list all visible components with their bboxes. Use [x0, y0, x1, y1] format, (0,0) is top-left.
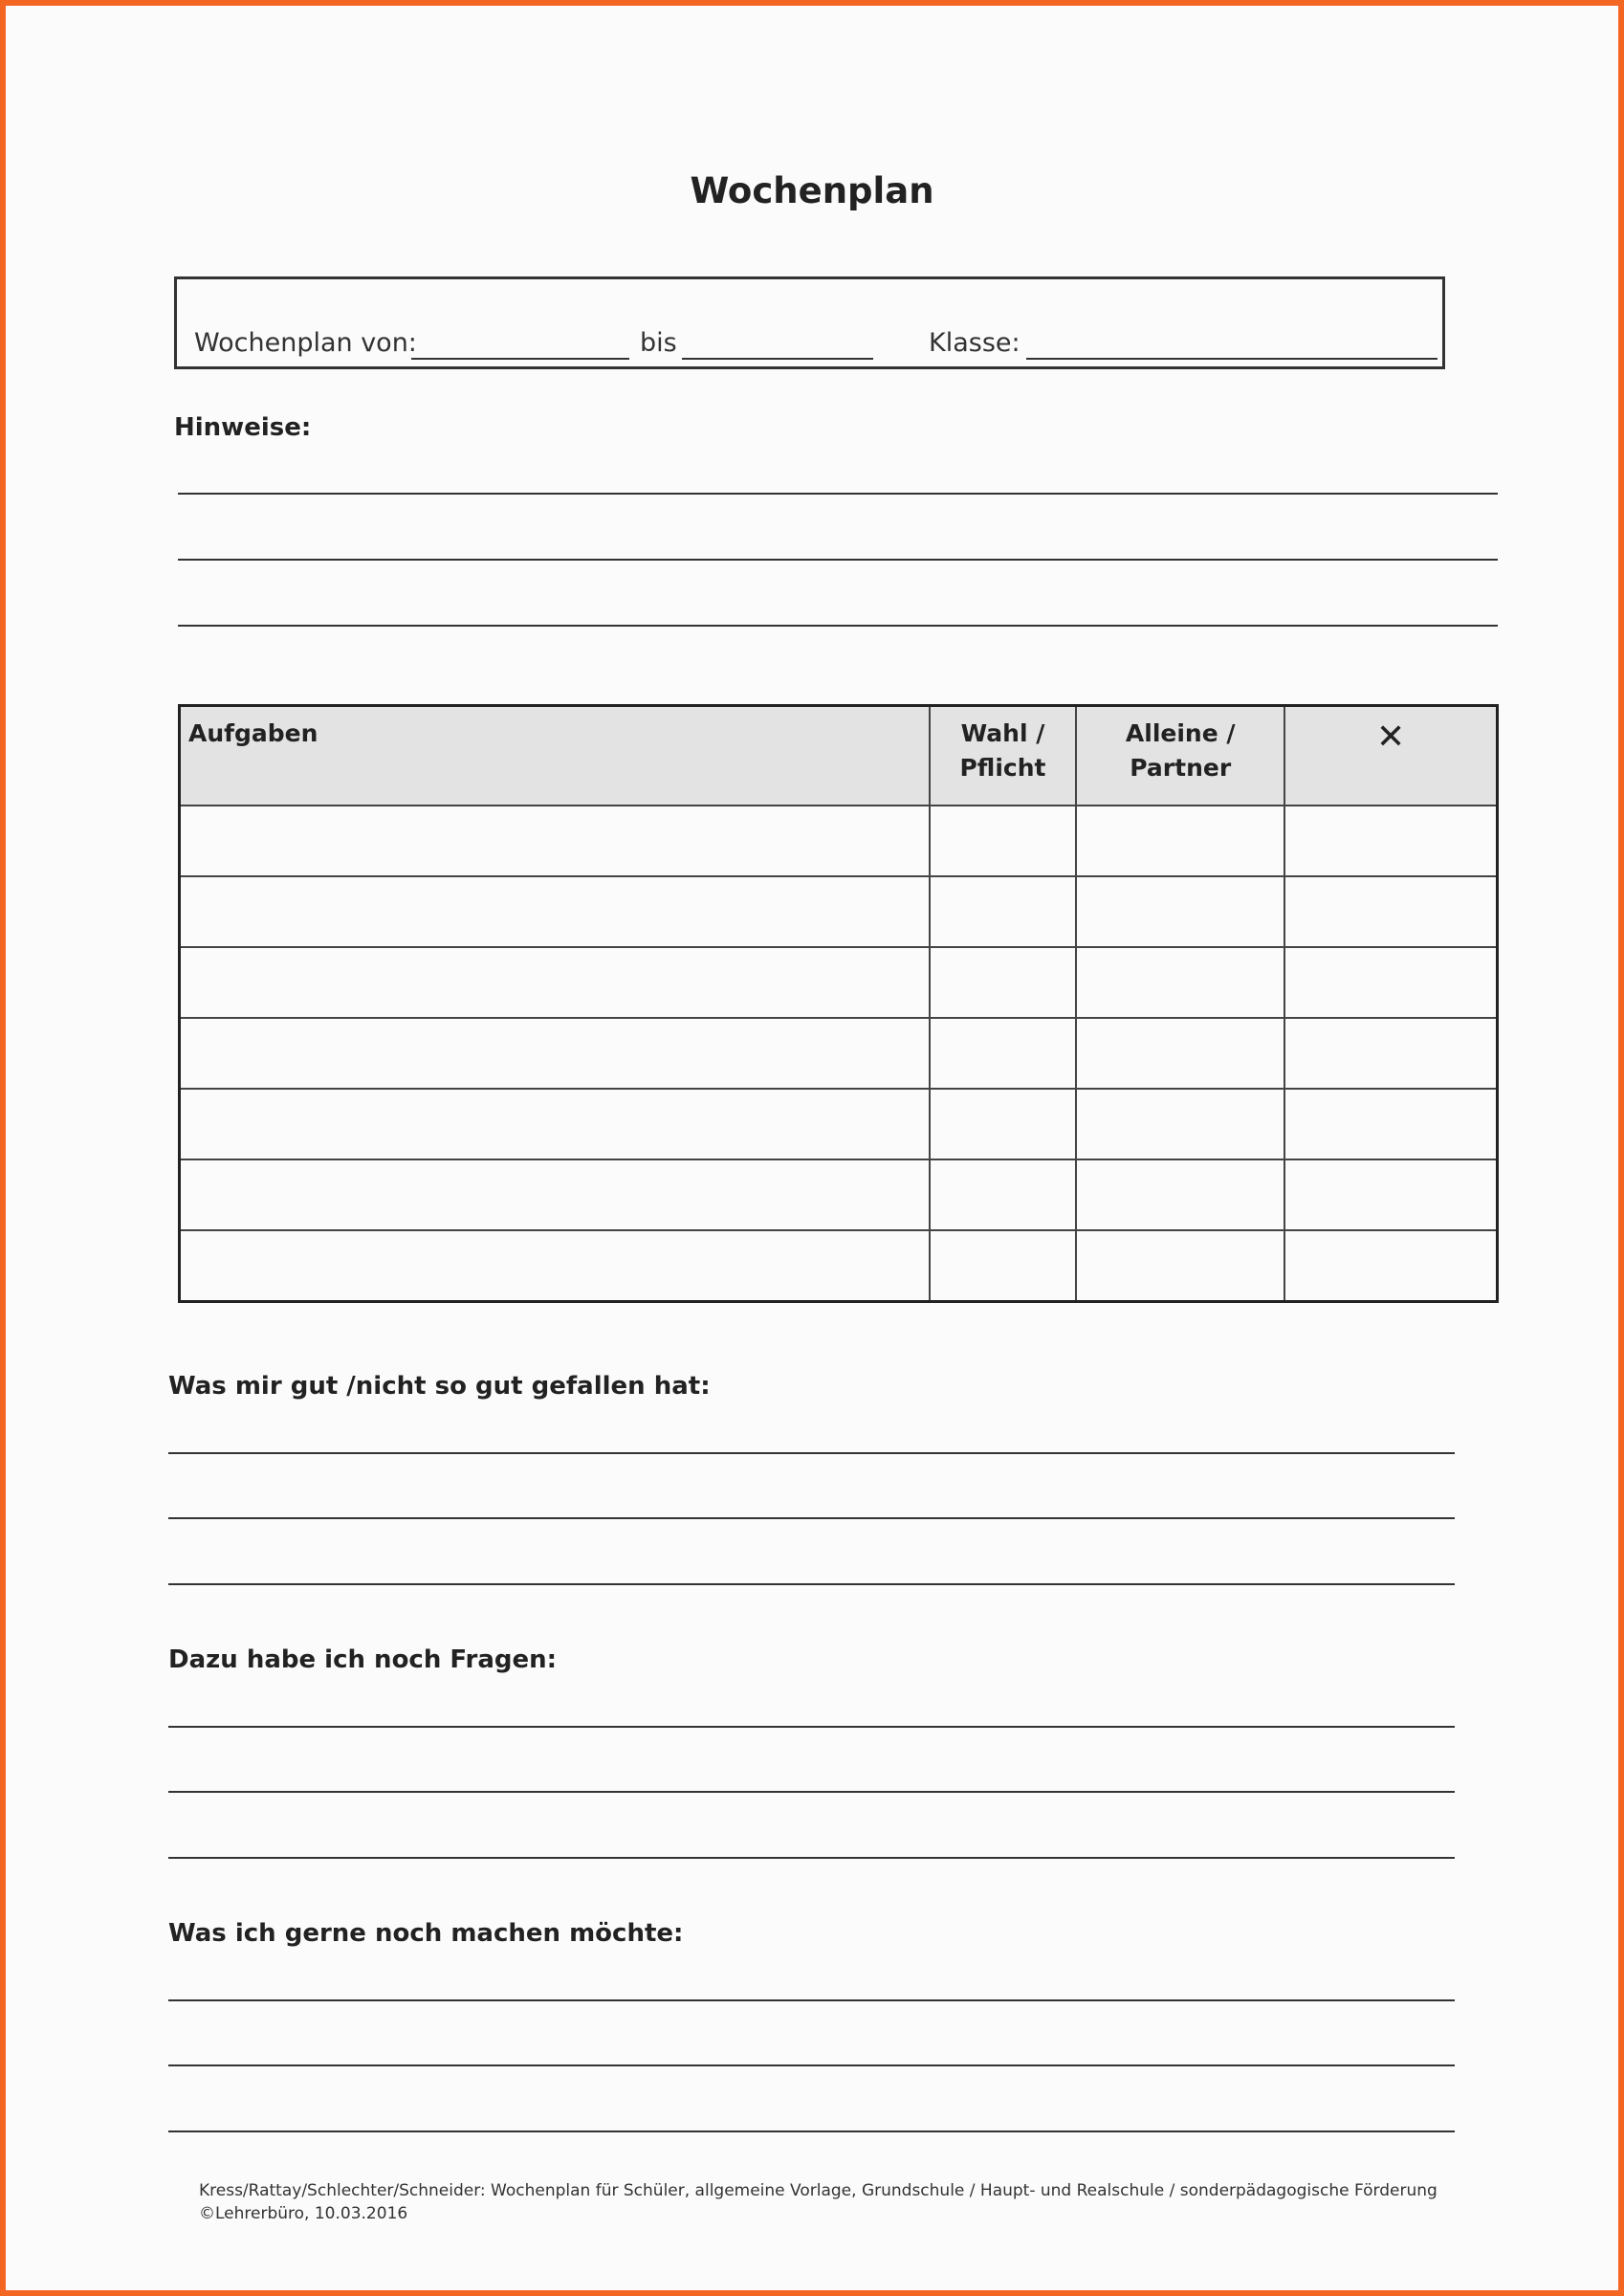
header-done-mark-icon: ✕ [1284, 706, 1497, 806]
fragen-line[interactable] [168, 1857, 1455, 1859]
wahl-cell[interactable] [930, 876, 1077, 947]
machen-heading: Was ich gerne noch machen möchte: [168, 1919, 684, 1948]
klasse-blank[interactable] [1026, 358, 1437, 360]
tasks-table [178, 704, 1499, 1303]
table-row [180, 876, 1498, 947]
bis-blank[interactable] [682, 358, 873, 360]
table-row [180, 1159, 1498, 1230]
gefallen-line[interactable] [168, 1452, 1455, 1454]
partner-cell[interactable] [1076, 876, 1284, 947]
table-header-row [180, 706, 1498, 806]
machen-line[interactable] [168, 2130, 1455, 2132]
von-blank[interactable] [411, 358, 629, 360]
wahl-cell[interactable] [930, 1230, 1077, 1302]
task-cell[interactable] [180, 1159, 930, 1230]
gefallen-heading: Was mir gut /nicht so gut gefallen hat: [168, 1372, 711, 1401]
task-cell[interactable] [180, 1089, 930, 1159]
gefallen-line[interactable] [168, 1583, 1455, 1585]
table-row [180, 1089, 1498, 1159]
hinweise-line[interactable] [178, 625, 1498, 627]
done-cell[interactable] [1284, 806, 1497, 876]
partner-cell[interactable] [1076, 1089, 1284, 1159]
done-cell[interactable] [1284, 1018, 1497, 1089]
wahl-cell[interactable] [930, 1159, 1077, 1230]
task-cell[interactable] [180, 947, 930, 1018]
partner-cell[interactable] [1076, 1018, 1284, 1089]
wahl-cell[interactable] [930, 947, 1077, 1018]
table-row [180, 806, 1498, 876]
task-cell[interactable] [180, 876, 930, 947]
hinweise-heading: Hinweise: [174, 413, 312, 442]
header-alleine-partner [1076, 706, 1284, 806]
von-label: Wochenplan von: [194, 328, 417, 358]
page-title: Wochenplan [690, 170, 934, 211]
done-cell[interactable] [1284, 1159, 1497, 1230]
hinweise-line[interactable] [178, 559, 1498, 561]
fragen-line[interactable] [168, 1726, 1455, 1728]
hinweise-line[interactable] [178, 493, 1498, 495]
header-wahl-line2: Pflicht [959, 754, 1046, 782]
task-cell[interactable] [180, 1230, 930, 1302]
done-cell[interactable] [1284, 947, 1497, 1018]
header-alleine-line2: Partner [1130, 754, 1232, 782]
footer-line2: ©Lehrerbüro, 10.03.2016 [199, 2204, 408, 2223]
header-alleine-line1: Alleine / [1125, 719, 1236, 747]
header-wahl-pflicht [930, 706, 1077, 806]
table-row [180, 1018, 1498, 1089]
info-box [174, 276, 1445, 369]
footer-credits [199, 2179, 1437, 2225]
partner-cell[interactable] [1076, 806, 1284, 876]
done-cell[interactable] [1284, 876, 1497, 947]
wahl-cell[interactable] [930, 1018, 1077, 1089]
done-cell[interactable] [1284, 1089, 1497, 1159]
header-wahl-line1: Wahl / [960, 719, 1045, 747]
partner-cell[interactable] [1076, 1159, 1284, 1230]
header-aufgaben: Aufgaben [180, 706, 930, 806]
fragen-line[interactable] [168, 1791, 1455, 1793]
machen-line[interactable] [168, 1999, 1455, 2001]
task-cell[interactable] [180, 806, 930, 876]
bis-label: bis [640, 328, 677, 358]
machen-line[interactable] [168, 2064, 1455, 2066]
table-row [180, 947, 1498, 1018]
wahl-cell[interactable] [930, 806, 1077, 876]
table-row [180, 1230, 1498, 1302]
klasse-label: Klasse: [929, 328, 1020, 358]
wahl-cell[interactable] [930, 1089, 1077, 1159]
footer-line1: Kress/Rattay/Schlechter/Schneider: Wochenplan für Schüler, allgemeine Vorlage, Grundschule / Haupt- und Realschule / sonderpädagogische Förderung [199, 2181, 1437, 2200]
gefallen-line[interactable] [168, 1517, 1455, 1519]
partner-cell[interactable] [1076, 947, 1284, 1018]
done-cell[interactable] [1284, 1230, 1497, 1302]
fragen-heading: Dazu habe ich noch Fragen: [168, 1645, 558, 1674]
task-cell[interactable] [180, 1018, 930, 1089]
partner-cell[interactable] [1076, 1230, 1284, 1302]
